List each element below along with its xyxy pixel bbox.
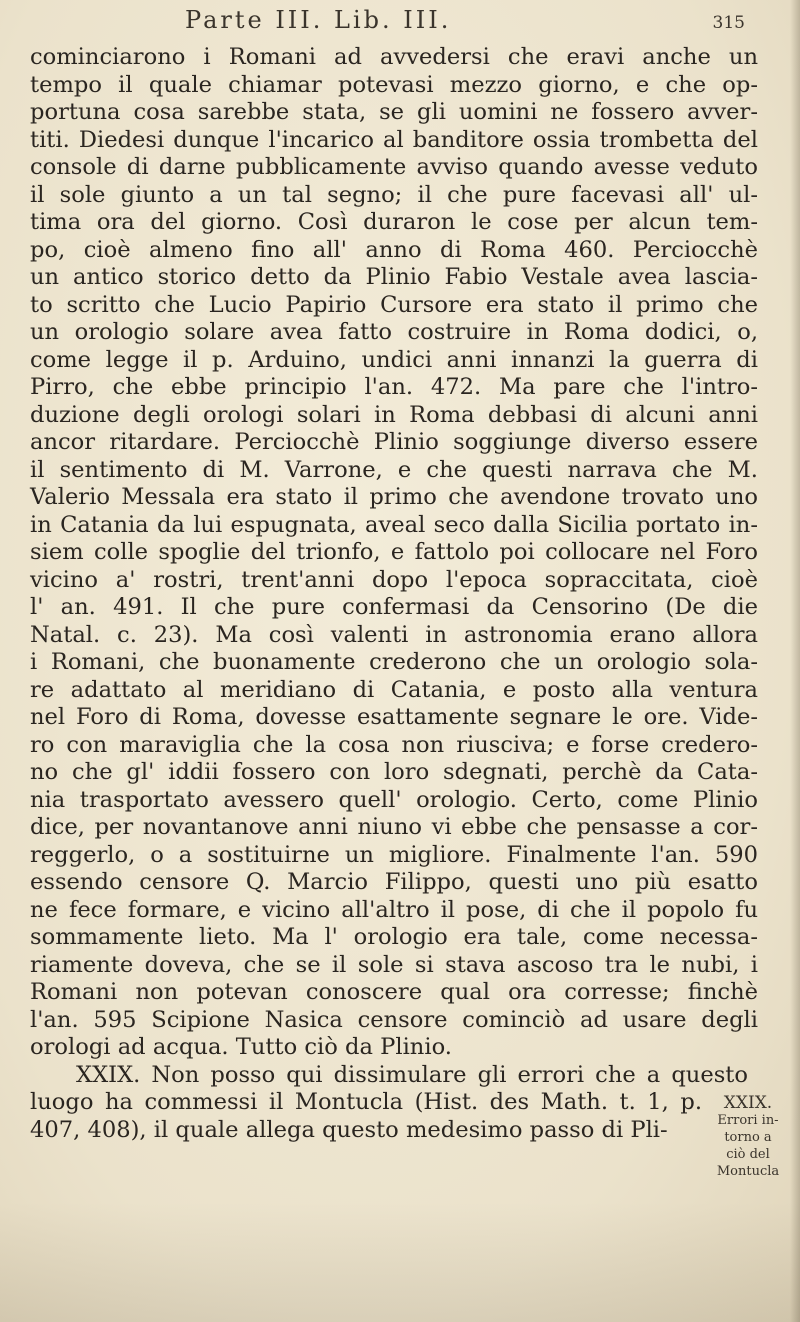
text-line: in Catania da lui espugnata, aveal seco dalla Sicilia portato in-	[30, 511, 758, 538]
text-line: Romani non potevan conoscere qual ora corresse; finchè	[30, 979, 758, 1005]
text-line: cominciarono i Romani ad avvedersi che eravi anche un	[30, 44, 758, 70]
margin-note-line: ciò del	[726, 1147, 770, 1162]
text-line: il sole giunto a un tal segno; il che pure facevasi all' ul-	[30, 181, 758, 208]
text-line: Natal. c. 23). Ma così valenti in astronomia erano allora	[30, 621, 758, 648]
text-line: essendo censore Q. Marcio Filippo, questi uno più esatto	[30, 869, 758, 895]
text-line: re adattato al meridiano di Catania, e posto alla ventura	[30, 676, 758, 703]
text-line: un orologio solare avea fatto costruire in Roma dodici, o,	[30, 319, 758, 345]
text-line: l'an. 595 Scipione Nasica censore cominciò ad usare degli	[30, 1006, 758, 1033]
running-title: Parte III. Lib. III.	[185, 6, 452, 34]
text-line: XXIX. Non posso qui dissimulare gli errori che a questo	[76, 1061, 748, 1088]
text-line: Pirro, che ebbe principio l'an. 472. Ma pare che l'intro-	[30, 374, 758, 400]
text-line: ancor ritardare. Perciocchè Plinio soggiunge diverso essere	[30, 429, 758, 455]
margin-note-line: Montucla	[716, 1164, 780, 1179]
text-line: un antico storico detto da Plinio Fabio Vestale avea lascia-	[30, 264, 758, 290]
text-line: tempo il quale chiamar potevasi mezzo giorno, e che op-	[30, 71, 758, 98]
text-line: no che gl' iddii fossero con loro sdegnati, perchè da Cata-	[30, 759, 758, 785]
text-line: reggerlo, o a sostituirne un migliore. Finalmente l'an. 590	[30, 841, 758, 868]
text-line: console di darne pubblicamente avviso quando avesse veduto	[30, 154, 758, 180]
text-line: tima ora del giorno. Così duraron le cose per alcun tem-	[30, 209, 758, 235]
page-shadow	[0, 1202, 800, 1322]
text-line: po, cioè almeno fino all' anno di Roma 460. Perciocchè	[30, 236, 758, 263]
main-text	[30, 44, 758, 1144]
text-line: come legge il p. Arduino, undici anni innanzi la guerra di	[30, 346, 758, 373]
text-line: riamente doveva, che se il sole si stava ascoso tra le nubi, i	[30, 951, 758, 978]
text-line: to scritto che Lucio Papirio Cursore era stato il primo che	[30, 291, 758, 318]
text-line: nel Foro di Roma, dovesse esattamente segnare le ore. Vide-	[30, 704, 758, 730]
text-line: orologi ad acqua. Tutto ciò da Plinio.	[30, 1034, 452, 1060]
running-header	[185, 6, 745, 34]
text-line: ne fece formare, e vicino all'altro il pose, di che il popolo fu	[30, 896, 758, 923]
margin-note-line: torno a	[724, 1130, 772, 1145]
text-line: titi. Diedesi dunque l'incarico al banditore ossia trombetta del	[30, 126, 758, 153]
margin-note-title: XXIX.	[723, 1093, 773, 1113]
text-line: 407, 408), il quale allega questo medesimo passo di Pli-	[30, 1116, 668, 1143]
text-line: portuna cosa sarebbe stata, se gli uomini ne fossero avver-	[30, 99, 758, 125]
text-line: Valerio Messala era stato il primo che avendone trovato uno	[30, 484, 758, 510]
margin-note	[700, 1095, 796, 1180]
text-line: siem colle spoglie del trionfo, e fattolo poi collocare nel Foro	[30, 539, 758, 565]
page-number: 315	[712, 13, 745, 33]
text-line: il sentimento di M. Varrone, e che questi narrava che M.	[30, 456, 758, 483]
text-line: dice, per novantanove anni niuno vi ebbe che pensasse a cor-	[30, 814, 758, 840]
text-line: vicino a' rostri, trent'anni dopo l'epoca sopraccitata, cioè	[30, 566, 758, 593]
text-line: luogo ha commessi il Montucla (Hist. des Math. t. 1, p.	[30, 1089, 702, 1115]
text-line: sommamente lieto. Ma l' orologio era tale, come necessa-	[30, 924, 758, 950]
page-edge	[790, 0, 800, 1322]
text-line: nia trasportato avessero quell' orologio. Certo, come Plinio	[30, 786, 758, 813]
text-line: duzione degli orologi solari in Roma debbasi di alcuni anni	[30, 401, 758, 428]
text-line: l' an. 491. Il che pure confermasi da Censorino (De die	[30, 594, 758, 620]
margin-note-line: Errori in-	[717, 1113, 779, 1128]
text-line: ro con maraviglia che la cosa non riusciva; e forse credero-	[30, 731, 758, 758]
text-line: i Romani, che buonamente crederono che un orologio sola-	[30, 649, 758, 675]
